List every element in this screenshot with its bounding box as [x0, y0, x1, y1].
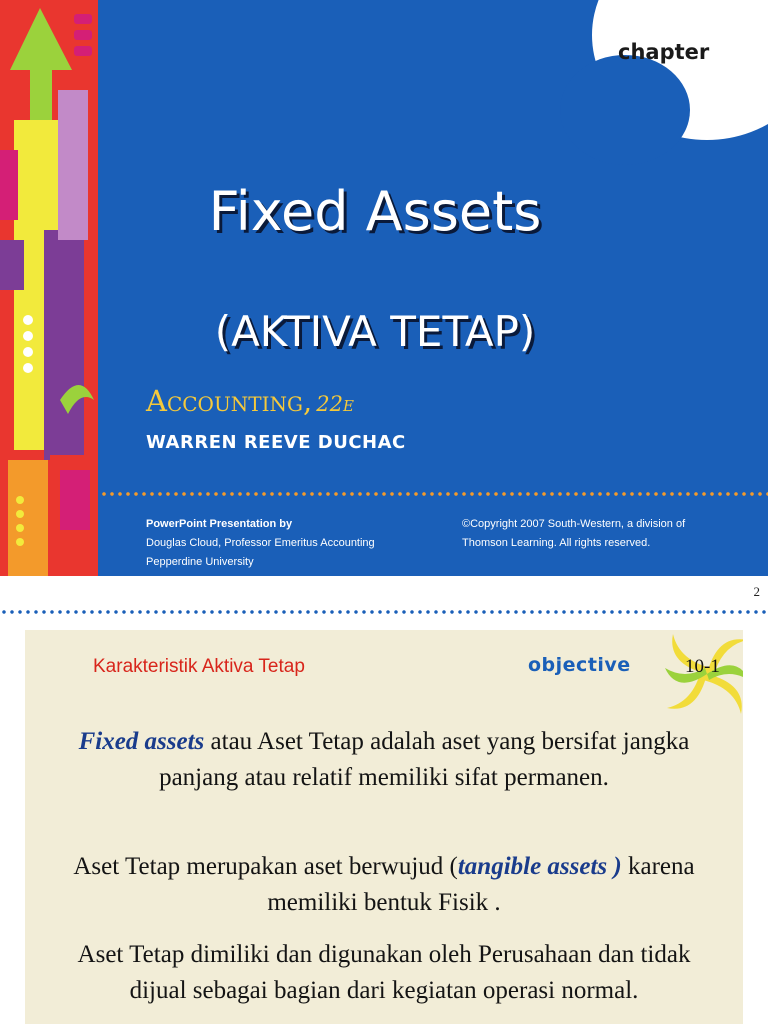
credit-author: Douglas Cloud, Professor Emeritus Accounting [146, 537, 375, 549]
paragraph-fixed-assets [55, 724, 713, 796]
objective-number: 10-1 [685, 656, 720, 677]
dotted-divider [100, 492, 768, 496]
paragraph-tangible [55, 849, 713, 921]
book-title-text: Accounting, [146, 384, 313, 418]
arrow-artwork [0, 0, 98, 576]
slide-subtitle: (AKTIVA TETAP) [214, 307, 536, 356]
paragraph-1-text: atau Aset Tetap adalah aset yang bersifat jangka panjang atau relatif memiliki sifat permanen. [159, 728, 690, 791]
book-edition: 22e [316, 392, 354, 416]
copyright-line-1: ©Copyright 2007 South-Western, a division of [462, 518, 686, 530]
dotted-separator [0, 610, 768, 614]
paragraph-usage: Aset Tetap dimiliki dan digunakan oleh Perusahaan dan tidak dijual sebagai bagian dari kegiatan operasi normal. [77, 941, 691, 1004]
chapter-label: chapter [618, 40, 710, 64]
term-fixed-assets: Fixed assets [78, 728, 205, 755]
book-title [146, 384, 354, 418]
credit-university: Pepperdine University [146, 556, 254, 568]
decorative-art-strip [0, 0, 98, 576]
slide-heading: Karakteristik Aktiva Tetap [93, 656, 305, 677]
paragraph-2-text-b: karena memiliki bentuk Fisik . [267, 853, 695, 916]
copyright-notice [462, 515, 685, 553]
authors: WARREN REEVE DUCHAC [146, 432, 406, 453]
content-slide [25, 630, 743, 1024]
credit-title: PowerPoint Presentation by [146, 518, 293, 530]
term-tangible-assets: tangible assets ) [457, 853, 622, 880]
slide-title: Fixed Assets [208, 180, 542, 243]
copyright-line-2: Thomson Learning. All rights reserved. [462, 537, 651, 549]
objective-label: objective [528, 654, 631, 676]
chapter-bubble-cutout [560, 55, 690, 165]
presentation-credit [146, 515, 375, 572]
paragraph-2-text-a: Aset Tetap merupakan aset berwujud ( [73, 853, 458, 880]
page-number: 2 [753, 584, 760, 599]
